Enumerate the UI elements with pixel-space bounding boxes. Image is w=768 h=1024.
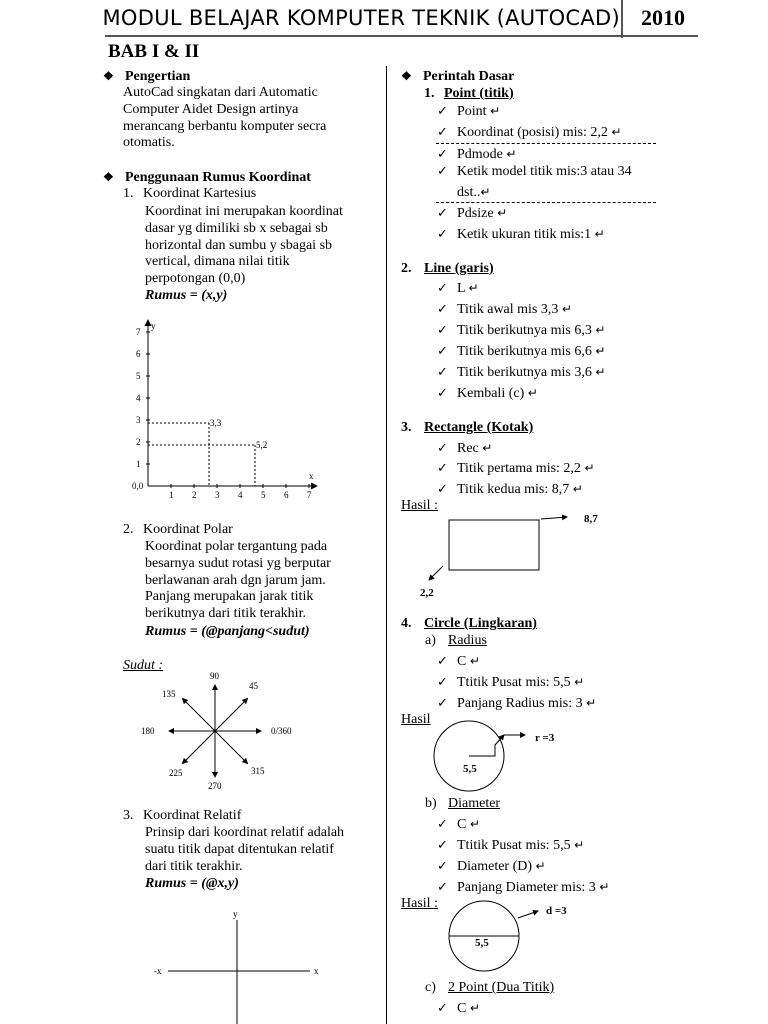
- angle-label: 90: [210, 671, 219, 681]
- enter-key-icon: ↵: [574, 838, 585, 852]
- check-icon: ✓: [437, 125, 448, 140]
- check-icon: ✓: [437, 386, 448, 401]
- y-tick-label: 6: [136, 349, 141, 359]
- enter-key-icon: ↵: [595, 344, 606, 358]
- angle-label: 45: [249, 681, 258, 691]
- x-tick-label: 5: [261, 490, 266, 500]
- list-item: ✓ Titik berikutnya mis 6,6 ↵: [437, 344, 606, 359]
- list-item: ✓ Titik kedua mis: 8,7 ↵: [437, 482, 583, 497]
- enter-key-icon: ↵: [469, 817, 480, 831]
- radius-subtitle: a) Radius: [425, 633, 487, 648]
- list-item: ✓ Titik awal mis 3,3 ↵: [437, 302, 572, 317]
- x-tick-label: 3: [215, 490, 220, 500]
- header-divider: [621, 0, 623, 38]
- check-icon: ✓: [437, 206, 448, 221]
- enter-key-icon: ↵: [469, 1001, 480, 1015]
- check-icon: ✓: [437, 838, 448, 853]
- enter-key-icon: ↵: [468, 281, 479, 295]
- x-axis-label: x: [314, 966, 319, 976]
- enter-key-icon: ↵: [586, 696, 597, 710]
- module-year: 2010: [641, 5, 685, 30]
- check-icon: ✓: [437, 441, 448, 456]
- cartesian-diagram: [120, 312, 330, 502]
- item1-title: 1. Koordinat Kartesius: [123, 186, 257, 201]
- angle-label: 270: [208, 781, 222, 791]
- diameter-circle-diagram: [440, 896, 590, 974]
- check-icon: ✓: [437, 482, 448, 497]
- list-item: ✓ Ttitik Pusat mis: 5,5 ↵: [437, 838, 585, 853]
- item2-body: Koordinat polar tergantung pada besarnya sudut rotasi yg berputar berlawanan arah dgn jarum jam. Panjang merupakan jarak titik berikutnya dari titik terakhir.: [145, 539, 331, 622]
- enter-key-icon: ↵: [497, 206, 508, 220]
- item1-body: Koordinat ini merupakan koordinat dasar yg dimiliki sb x sebagai sb horizontal dan sumbu y sbagai sb vertical, dimana nilai titik perpotongan (0,0): [145, 204, 343, 287]
- angle-label: 225: [169, 768, 183, 778]
- list-item: ✓ Panjang Radius mis: 3 ↵: [437, 696, 597, 711]
- perintah-heading: ❖ Perintah Dasar: [401, 69, 515, 84]
- x-tick-label: 6: [284, 490, 289, 500]
- rectangle-shape: [449, 520, 539, 570]
- neg-x-axis-label: -x: [154, 966, 162, 976]
- check-icon: ✓: [437, 859, 448, 874]
- x-tick-label: 7: [307, 490, 312, 500]
- list-item: ✓ Ketik ukuran titik mis:1 ↵: [437, 227, 605, 242]
- enter-key-icon: ↵: [611, 125, 622, 139]
- check-icon: ✓: [437, 817, 448, 832]
- check-icon: ✓: [437, 880, 448, 895]
- check-icon: ✓: [437, 147, 448, 162]
- hasil-label: Hasil :: [401, 896, 438, 911]
- check-icon: ✓: [437, 654, 448, 669]
- angle-ray-arrow-icon: [215, 731, 248, 764]
- list-item: ✓ Titik berikutnya mis 3,6 ↵: [437, 365, 606, 380]
- y-tick-label: 2: [136, 437, 141, 447]
- diamond-bullet-icon: ❖: [401, 69, 412, 83]
- item1-rumus: Rumus = (x,y): [145, 288, 228, 303]
- list-item: ✓ Pdsize ↵: [437, 206, 508, 221]
- item3-rumus: Rumus = (@x,y): [145, 876, 239, 891]
- list-item: ✓ Titik pertama mis: 2,2 ↵: [437, 461, 595, 476]
- sudut-label: Sudut :: [123, 658, 164, 673]
- check-icon: ✓: [437, 344, 448, 359]
- diameter-subtitle: b) Diameter: [425, 796, 501, 811]
- list-item: ✓ Ketik model titik mis:3 atau 34: [437, 164, 632, 179]
- module-title: MODUL BELAJAR KOMPUTER TEKNIK (AUTOCAD): [102, 6, 620, 30]
- enter-key-icon: ↵: [599, 880, 610, 894]
- check-icon: ✓: [437, 281, 448, 296]
- radius-label: r =3: [535, 732, 555, 744]
- hasil-label: Hasil :: [401, 498, 438, 513]
- dashed-divider: [436, 202, 656, 203]
- pengertian-body: AutoCad singkatan dari Automatic Computer Aidet Design artinya merancang berbantu komputer secra otomatis.: [123, 85, 327, 151]
- list-item: ✓ L ↵: [437, 281, 479, 296]
- check-icon: ✓: [437, 696, 448, 711]
- angle-diagram: [135, 668, 305, 794]
- list-item: ✓ Diameter (D) ↵: [437, 859, 546, 874]
- enter-key-icon: ↵: [595, 323, 606, 337]
- angle-label: 0/360: [271, 726, 292, 736]
- list-item: ✓ Rec ↵: [437, 441, 493, 456]
- angle-label: 315: [251, 766, 265, 776]
- item3-title: 3. Koordinat Relatif: [123, 808, 242, 823]
- radius-circle-diagram: [425, 717, 585, 797]
- y-tick-label: 3: [136, 415, 141, 425]
- origin-label: 0,0: [132, 481, 144, 491]
- list-item: ✓ Ttitik Pusat mis: 5,5 ↵: [437, 675, 585, 690]
- y-axis-label: y: [151, 321, 156, 331]
- enter-key-icon: ↵: [506, 147, 517, 161]
- enter-key-icon: ↵: [594, 227, 605, 241]
- diamond-bullet-icon: ❖: [103, 69, 114, 83]
- y-tick-label: 4: [136, 393, 141, 403]
- arrow-icon: [429, 566, 443, 580]
- angle-label: 135: [162, 689, 176, 699]
- rectangle-diagram: [405, 504, 615, 604]
- list-item: ✓ Koordinat (posisi) mis: 2,2 ↵: [437, 125, 622, 140]
- y-tick-label: 7: [136, 327, 141, 337]
- point-a-label: 3,3: [210, 418, 222, 428]
- diamond-bullet-icon: ❖: [103, 170, 114, 184]
- penggunaan-heading: ❖ Penggunaan Rumus Koordinat: [103, 170, 311, 185]
- diameter-label: d =3: [546, 905, 567, 917]
- y-tick-label: 5: [136, 371, 141, 381]
- list-item-continuation: dst..↵: [457, 185, 491, 200]
- center-label: 5,5: [463, 763, 477, 775]
- angle-label: 180: [141, 726, 155, 736]
- list-item: ✓ C ↵: [437, 817, 480, 832]
- chapter-title: BAB I & II: [108, 41, 200, 62]
- check-icon: ✓: [437, 323, 448, 338]
- circle-section-title: 4. Circle (Lingkaran): [401, 616, 537, 631]
- enter-key-icon: ↵: [574, 675, 585, 689]
- dashed-divider: [436, 143, 656, 144]
- check-icon: ✓: [437, 302, 448, 317]
- check-icon: ✓: [437, 461, 448, 476]
- enter-key-icon: ↵: [469, 654, 480, 668]
- rectangle-section-title: 3. Rectangle (Kotak): [401, 420, 534, 435]
- line-section-title: 2. Line (garis): [401, 261, 494, 276]
- header-rule: [105, 35, 698, 37]
- relative-axes-diagram: [140, 905, 340, 1024]
- check-icon: ✓: [437, 1001, 448, 1016]
- point-section-title: 1. Point (titik): [424, 86, 514, 101]
- enter-key-icon: ↵: [490, 104, 501, 118]
- y-tick-label: 1: [136, 459, 141, 469]
- enter-key-icon: ↵: [595, 365, 606, 379]
- item2-rumus: Rumus = (@panjang<sudut): [145, 624, 310, 639]
- point-b-label: 5,2: [256, 440, 268, 450]
- angle-ray-arrow-icon: [183, 731, 216, 764]
- angle-ray-arrow-icon: [183, 699, 216, 732]
- two-point-subtitle: c) 2 Point (Dua Titik): [425, 980, 555, 995]
- list-item: ✓ Point ↵: [437, 104, 501, 119]
- corner-bottom-label: 2,2: [420, 587, 434, 599]
- enter-key-icon: ↵: [480, 185, 491, 199]
- list-item: ✓ Pdmode ↵: [437, 147, 517, 162]
- enter-key-icon: ↵: [584, 461, 595, 475]
- corner-top-label: 8,7: [584, 513, 598, 525]
- arrow-icon: [518, 911, 538, 918]
- enter-key-icon: ↵: [572, 482, 583, 496]
- check-icon: ✓: [437, 365, 448, 380]
- arrow-icon: [541, 517, 567, 519]
- list-item: ✓ Titik berikutnya mis 6,3 ↵: [437, 323, 606, 338]
- enter-key-icon: ↵: [527, 386, 538, 400]
- list-item: ✓ Kembali (c) ↵: [437, 386, 538, 401]
- item2-title: 2. Koordinat Polar: [123, 522, 233, 537]
- enter-key-icon: ↵: [535, 859, 546, 873]
- center-label: 5,5: [475, 937, 489, 949]
- y-axis-label: y: [233, 909, 238, 919]
- check-icon: ✓: [437, 675, 448, 690]
- enter-key-icon: ↵: [482, 441, 493, 455]
- x-tick-label: 1: [169, 490, 174, 500]
- check-icon: ✓: [437, 164, 448, 179]
- item3-body: Prinsip dari koordinat relatif adalah suatu titik dapat ditentukan relatif dari titik terakhir.: [145, 825, 345, 874]
- check-icon: ✓: [437, 227, 448, 242]
- angle-ray-arrow-icon: [215, 699, 248, 732]
- column-divider: [386, 66, 387, 1024]
- pengertian-heading: ❖ Pengertian: [103, 69, 191, 84]
- x-tick-label: 4: [238, 490, 243, 500]
- x-tick-label: 2: [192, 490, 197, 500]
- list-item: ✓ Panjang Diameter mis: 3 ↵: [437, 880, 610, 895]
- x-axis-label: x: [309, 471, 314, 481]
- list-item: ✓ C ↵: [437, 1001, 480, 1016]
- list-item: ✓ C ↵: [437, 654, 480, 669]
- hasil-label: Hasil: [401, 712, 431, 727]
- check-icon: ✓: [437, 104, 448, 119]
- enter-key-icon: ↵: [561, 302, 572, 316]
